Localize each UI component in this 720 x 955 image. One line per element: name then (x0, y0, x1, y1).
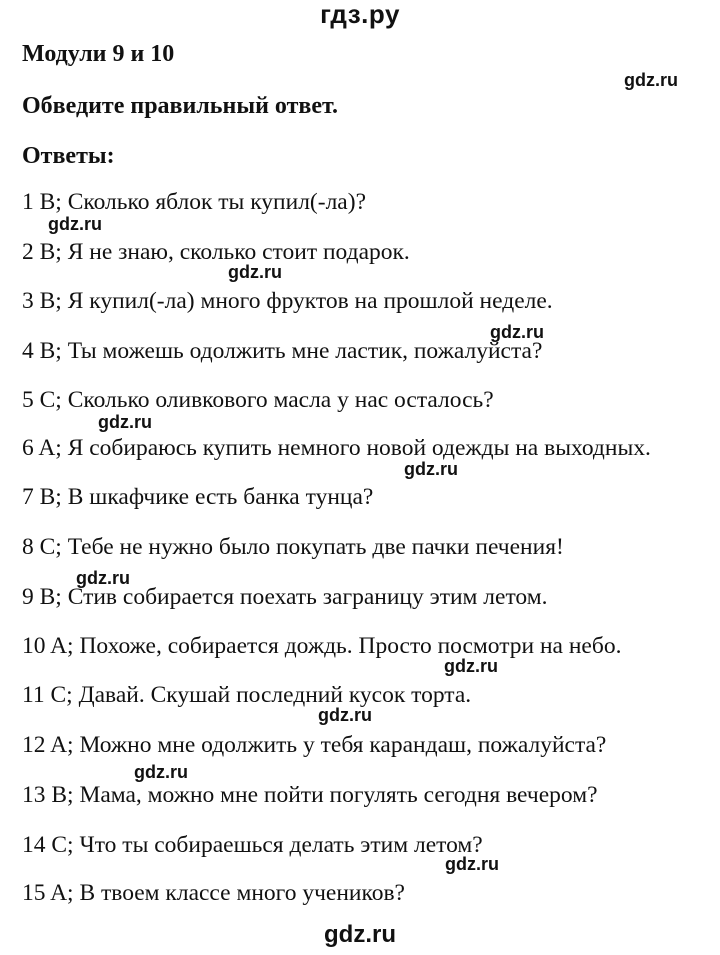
watermark-footer: gdz.ru (324, 921, 396, 948)
answers-heading: Ответы: (22, 143, 115, 169)
answer-line-9: 9 B; Стив собирается поехать заграницу этим летом. (22, 584, 548, 610)
answer-line-1: 1 B; Сколько яблок ты купил(-ла)? (22, 189, 366, 215)
watermark: gdz.ru (624, 70, 678, 90)
watermark: gdz.ru (318, 705, 372, 725)
site-title: гдз.ру (320, 0, 400, 29)
answer-line-4: 4 B; Ты можешь одолжить мне ластик, пожалуйста? (22, 338, 543, 364)
answer-line-7: 7 B; В шкафчике есть банка тунца? (22, 484, 374, 510)
answer-line-6: 6 A; Я собираюсь купить немного новой одежды на выходных. (22, 435, 651, 461)
watermark: gdz.ru (134, 762, 188, 782)
watermark: gdz.ru (76, 568, 130, 588)
answer-line-11: 11 C; Давай. Скушай последний кусок торта. (22, 682, 472, 708)
watermark: gdz.ru (228, 262, 282, 282)
answer-line-5: 5 C; Сколько оливкового масла у нас осталось? (22, 387, 494, 413)
watermark: gdz.ru (444, 656, 498, 676)
answer-line-15: 15 A; В твоем классе много учеников? (22, 880, 405, 906)
watermark: gdz.ru (98, 412, 152, 432)
answer-line-3: 3 B; Я купил(-ла) много фруктов на прошлой неделе. (22, 288, 553, 314)
module-title: Модули 9 и 10 (22, 41, 175, 67)
watermark: gdz.ru (48, 214, 102, 234)
task-instruction: Обведите правильный ответ. (22, 93, 338, 119)
answer-line-14: 14 C; Что ты собираешься делать этим летом? (22, 832, 483, 858)
answer-line-13: 13 B; Мама, можно мне пойти погулять сегодня вечером? (22, 782, 598, 808)
watermark: gdz.ru (490, 322, 544, 342)
answer-line-12: 12 A; Можно мне одолжить у тебя карандаш, пожалуйста? (22, 732, 607, 758)
answer-line-10: 10 A; Похоже, собирается дождь. Просто посмотри на небо. (22, 633, 622, 659)
watermark: gdz.ru (404, 459, 458, 479)
watermark: gdz.ru (445, 854, 499, 874)
answer-line-8: 8 C; Тебе не нужно было покупать две пачки печения! (22, 534, 564, 560)
answer-line-2: 2 B; Я не знаю, сколько стоит подарок. (22, 239, 410, 265)
